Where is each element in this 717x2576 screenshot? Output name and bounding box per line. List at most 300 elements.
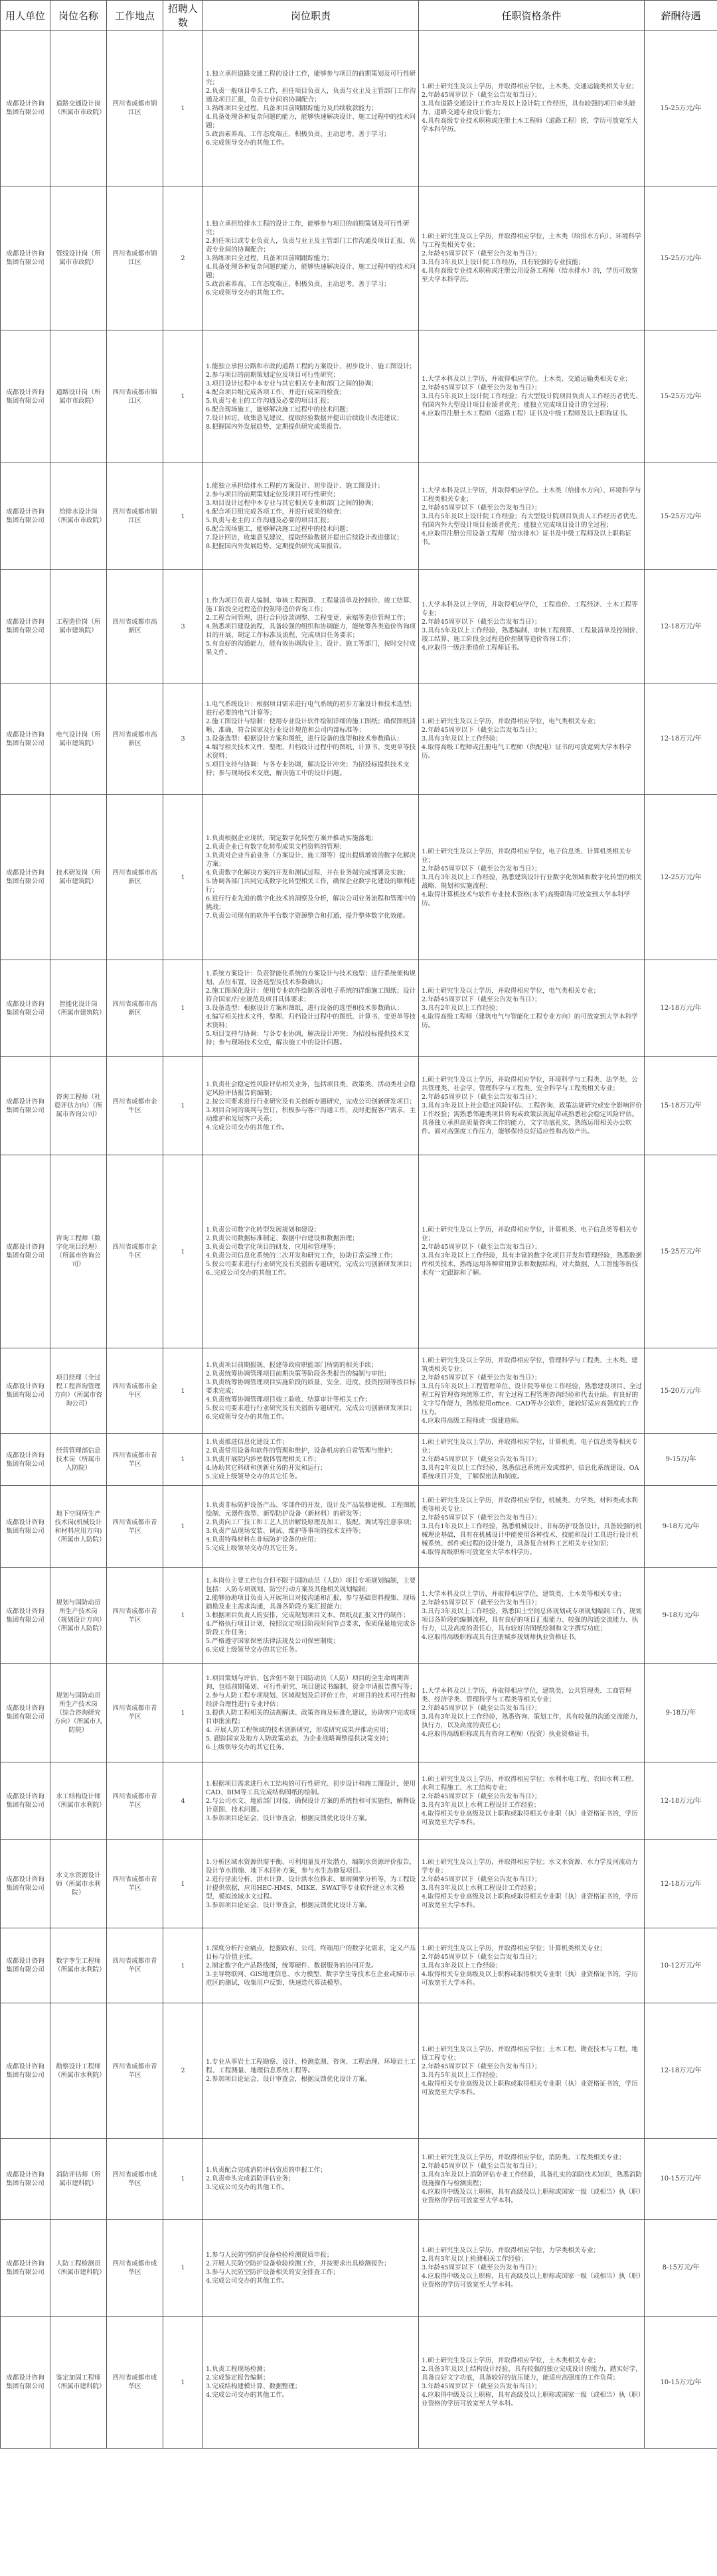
cell-count: 3 xyxy=(163,570,203,683)
cell-salary: 15-25万元/年 xyxy=(645,1155,717,1348)
cell-duties xyxy=(203,1762,419,1840)
cell-unit: 成都设计咨询集团有限公司 xyxy=(1,31,50,186)
duty-item: 2.制定数字化产品路线图，统筹硬件、数据服务的协同开发。 xyxy=(206,1962,378,1969)
duty-item: 5.政治素养高、工作态度端正、积极负责、主动思考，善于学习； xyxy=(206,280,390,288)
requirement-item: 2.年龄45周岁以下（截至公告发布当日）； xyxy=(422,384,541,392)
duty-item: 3.完成公司交办的其他工作。 xyxy=(206,2184,289,2191)
requirement-item: 2.年龄45周岁以下（截至公告发布当日）； xyxy=(422,1244,541,1251)
duty-item: 3.根据项目负责人的安排，完成规划项目文本、图纸及汇报文件的制作； xyxy=(206,1612,410,1619)
cell-salary: 9-18万元/年 xyxy=(645,1486,717,1568)
duty-item: 5.项目支持与协调：与各专业协调，解决设计冲突；为招投标提供技术支持；参与现场技术交底，解决施工中的设计问题。 xyxy=(206,761,410,777)
requirement-item: 3.具有1年及以上工作经验，熟悉机械设计、非标防护设备设计，具备较强的机械理论基础，具有在机械设计中能使用各种技术、技能和设计工具进行设计机械系统、部件或过程的设计能力，具备复合材料工艺相关专业知识； xyxy=(422,1523,642,1547)
cell-count: 1 xyxy=(163,2139,203,2220)
requirement-item: 4.应取得中级及以上职称，具有高级及以上职称或国家一级（或相当）执（职）业资格的学历可放宽至大学本科。 xyxy=(422,2392,641,2407)
cell-location: 四川省成都市高新区 xyxy=(107,683,163,795)
requirement-item: 1.硕士研究生及以上学历，并取得相应学位，管理科学与工程类、土木类、建筑类相关专业； xyxy=(422,1357,638,1373)
cell-duties xyxy=(203,330,419,463)
cell-count: 1 xyxy=(163,1928,203,2003)
cell-duties xyxy=(203,1928,419,2003)
requirement-item: 1.硕士研究生及以上学历，并取得相应学位，电子信息类、计算机类相关专业； xyxy=(422,847,632,864)
requirement-item: 1.硕士研究生及以上学历，并取得相应学位；计算机类相关专业； xyxy=(422,1944,606,1952)
duty-item: 1.负责配合完成消防评估资质的申报工作； xyxy=(206,2167,327,2174)
table-row xyxy=(1,1840,717,1928)
cell-position: 咨询工程师（社稳评估方向）（所属市咨询公司） xyxy=(50,1057,107,1155)
duty-item: 3.负责产品现场安装、调试、维护等事项的技术支持等； xyxy=(206,1527,365,1535)
requirement-item: 3.具有2年及以上工作经验； xyxy=(422,1005,502,1012)
cell-salary: 12-18万元/年 xyxy=(645,2003,717,2139)
duty-item: 6.配合现场施工，能够解决施工过程中的技术问题； xyxy=(206,526,353,533)
cell-requirements xyxy=(419,1568,645,1664)
table-row xyxy=(1,960,717,1057)
duty-item: 3.提供人防工程相关的法规解读、政策咨询及标准化建议，协助客户完成项目审批流程； xyxy=(206,1709,416,1725)
requirement-item: 4.具有高级专业技术职称或注册公用设备工程师（给水排水）的，学历可放宽至大学本科学历。 xyxy=(422,267,638,283)
cell-position: 给排水设计岗（所属市市政院） xyxy=(50,463,107,570)
requirement-item: 2.年龄45周岁以下（截至公告发布当日）； xyxy=(422,996,541,1003)
requirement-item: 4.应取得中级及以上职称，具有高级及以上职称或国家一级（或相当）执（职）业资格的学历可放宽至大学本科。 xyxy=(422,2273,641,2289)
duty-item: 1.负责工程现场检测； xyxy=(206,2366,270,2373)
requirement-item: 1.硕士研究生及以上学历，并取得相应学位，土木类相关专业； xyxy=(422,2357,600,2364)
cell-location: 四川省成都市锦江区 xyxy=(107,330,163,463)
table-row xyxy=(1,1348,717,1434)
cell-duties xyxy=(203,1840,419,1928)
requirement-item: 3.具有5年及以上工作经验，熟悉编制、审核工程预算、工程量清单及控制价、竣工结算、施工阶段全过程造价控制等造价咨询工作； xyxy=(422,627,642,643)
cell-unit: 成都设计咨询集团有限公司 xyxy=(1,570,50,683)
duty-item: 5.负责与业主的工作沟通及必要的项目汇报； xyxy=(206,397,333,405)
cell-location: 四川省成都市金牛区 xyxy=(107,1057,163,1155)
header-salary: 薪酬待遇 xyxy=(645,1,717,31)
cell-unit: 成都设计咨询集团有限公司 xyxy=(1,683,50,795)
cell-salary: 9-18万/年 xyxy=(645,1664,717,1762)
table-row xyxy=(1,186,717,330)
cell-count: 1 xyxy=(163,2317,203,2449)
cell-position: 工程造价岗（所属市建筑院） xyxy=(50,570,107,683)
duty-item: 1.本岗位主要工作包含但不限于国防动员（人防）项目专项规划编制，主要包括：人防专项规划、防空行动方案及其他相关规划编制； xyxy=(206,1577,416,1593)
requirement-item: 1.硕士研究生及以上学历，并取得相应学位，电气类相关专业； xyxy=(422,987,600,995)
requirement-item: 2.年龄45周岁以下（截至公告发布当日）； xyxy=(422,92,541,99)
cell-position: 消防评估师（所属市建科院） xyxy=(50,2139,107,2220)
duty-item: 3.主导物联网、GIS地理信息、水力模型、数字孪生等技术在企业或城市示范区的测试，收集用户反馈，快速迭代算法模型。 xyxy=(206,1970,415,1987)
requirement-item: 3.具有3年及以上工作经验，具有丰富的数字化项目开发和管理经验，熟悉数据库相关技术，熟练运用各种常用算法和数据结构，对大数据、人工智能等新技术有一定跟踪和了解。 xyxy=(422,1252,642,1277)
cell-count: 2 xyxy=(163,2003,203,2139)
requirement-item: 3.具有5年及以上设计院工作经验；有大型设计院项目负责人工作经历者优先、有国内外大型设计项目业绩者优先；能独立完成项目设计的全过程； xyxy=(422,512,642,529)
duty-item: 6.完成领导交办的其他工作。 xyxy=(206,1413,289,1421)
cell-position: 水工结构设计师（所属市水利院） xyxy=(50,1762,107,1840)
cell-position: 智能化设计岗（所属市建筑院） xyxy=(50,960,107,1057)
table-row xyxy=(1,1434,717,1486)
requirement-item: 4.应取得一级注册造价工程师证书。 xyxy=(422,644,524,652)
cell-requirements xyxy=(419,463,645,570)
duty-item: 5.按公司要求进行行业研究及有关创新专题研究，完成公司创新研发项目； xyxy=(206,1404,416,1412)
cell-count: 1 xyxy=(163,1434,203,1486)
cell-count: 1 xyxy=(163,330,203,463)
duty-item: 7.负责公司现有的软件平台数字资源整合和打通，提升整体数字化效能。 xyxy=(206,912,410,920)
table-row xyxy=(1,1928,717,2003)
cell-duties xyxy=(203,2139,419,2220)
cell-count: 1 xyxy=(163,1840,203,1928)
table-row xyxy=(1,2317,717,2449)
cell-count: 1 xyxy=(163,1348,203,1434)
cell-unit: 成都设计咨询集团有限公司 xyxy=(1,186,50,330)
duty-item: 3.熟练项目全过程，具备项目前期跟踪能力及后续收款能力； xyxy=(206,104,378,112)
cell-location: 四川省成都市锦江区 xyxy=(107,31,163,186)
cell-requirements xyxy=(419,683,645,795)
duty-item: 5.严格遵守国家保密法律法规及公司保密制度； xyxy=(206,1638,340,1645)
requirement-item: 4.应取得注册土木工程师（道路工程）证书及中级工程师及以上职称证书。 xyxy=(422,410,632,417)
requirement-item: 2.年龄45周岁以下（截至公告发布当日）； xyxy=(422,1374,541,1382)
cell-unit: 成都设计咨询集团有限公司 xyxy=(1,1664,50,1762)
duty-item: 2.能够协助项目负责人开展项目对接沟通和汇报，参与基础资料搜集、现场踏勘及业主需求沟通，具备各阶段方案汇报能力； xyxy=(206,1595,416,1610)
duty-item: 3.负责对企业当前业务（方案设计、施工图等）提出提质增效的数字化解决方案； xyxy=(206,852,416,868)
requirement-item: 4.取得计算机技术与软件专业技术资格(水平)高级职称可放宽到大学本科学历。 xyxy=(422,891,631,907)
cell-position: 项目经理（全过程工程咨询管理方向）（所属市咨询公司） xyxy=(50,1348,107,1434)
cell-count: 1 xyxy=(163,960,203,1057)
cell-count: 1 xyxy=(163,1568,203,1664)
requirement-item: 3.具有3年及以上设计院工作经历，具有较强的专业技能； xyxy=(422,259,585,266)
requirement-item: 1.大学本科及以上学历，并取得相应学位，建筑类、公共管理类、工商管理类、经济学类、管理科学与工程类等相关专业； xyxy=(422,1687,632,1703)
duty-item: 6.完成领导交办的其他工作。 xyxy=(206,139,289,147)
cell-duties xyxy=(203,1348,419,1434)
duty-item: 8.把握国内外发展趋势，定期提供研究成果报告。 xyxy=(206,543,346,550)
duty-item: 2.负责统筹协调管理项目前期决策等阶段各类报告的编制与审批； xyxy=(206,1370,390,1378)
cell-location: 四川省成都市高新区 xyxy=(107,795,163,960)
cell-location: 四川省成都市成华区 xyxy=(107,2317,163,2449)
requirement-item: 4.具有高级专业技术职称或注册土木工程师（道路工程）的，学历可放宽至大学本科学历。 xyxy=(422,117,638,133)
requirement-item: 3.具有3年及以上工作经验，熟悉国土空间总体规划或专项规划编制工作、规划项目各阶段的编制流程，具有良好的项目汇报能力、较强的沟通交流能力、执行力，以及高度的责任心，具有较好的图纸绘制和文字撰写功底； xyxy=(422,1607,642,1632)
requirement-item: 4.取得相关专业高级及以上职称或取得相关专业职（执）业资格证书的，学历可放宽至大学本科。 xyxy=(422,1970,638,1987)
duty-item: 2.负责牵头完成消防评估业务； xyxy=(206,2175,295,2182)
duty-item: 2.参与项目的前期策划定位及项目可行性研究； xyxy=(206,371,340,379)
duty-item: 7.设计回访，收集意见建议，提取经验数据并提出后续设计改进建议； xyxy=(206,414,403,422)
cell-duties xyxy=(203,795,419,960)
requirement-item: 3.具有3年及以上水利工程设计工作经验； xyxy=(422,1885,540,1892)
cell-count: 1 xyxy=(163,1057,203,1155)
duty-item: 2.负责常用设备和软件的管理和维护，设备机房的日常管理与维护； xyxy=(206,1447,397,1455)
table-row xyxy=(1,2139,717,2220)
requirement-item: 4.应取得高级工程师或一级建造师。 xyxy=(422,1417,524,1425)
requirement-item: 1.硕士研究生及以上学历，并取得相应学位；水利水电工程、农田水利工程、水利工程施工、水工结构专业； xyxy=(422,1776,638,1792)
cell-location: 四川省成都市青羊区 xyxy=(107,1568,163,1664)
requirement-item: 3.年龄45周岁以下（截至公告发布当日）； xyxy=(422,2264,541,2271)
duty-item: 6.完成领导交办的其他工作。 xyxy=(206,289,289,297)
requirement-item: 3.具有道路交通设计工作3年及以上设计院工作经历，具有较强的项目牵头能力、道路交通专业设计能力； xyxy=(422,100,636,116)
duty-item: 2.负责企业已有数字化转型成果文档资料的管理； xyxy=(206,843,346,851)
cell-position: 规划与国防动员所生产技术岗（规划设计方向）（所属市人防院） xyxy=(50,1568,107,1664)
cell-location: 四川省成都市青羊区 xyxy=(107,1928,163,2003)
cell-count: 1 xyxy=(163,1155,203,1348)
duty-item: 1.深度分析行业痛点，挖掘政府、公司、终端用户的数字化需求，定义产品目标与价值主张。 xyxy=(206,1944,416,1961)
duty-item: 3.负责开展院内涉密载体管理相关工作； xyxy=(206,1456,321,1463)
requirement-item: 2.年龄45周岁以下（截至公告发布当日）； xyxy=(422,504,541,512)
cell-count: 1 xyxy=(163,2220,203,2317)
requirement-item: 2.年龄45周岁以下（截至公告发布当日）； xyxy=(422,1094,541,1101)
cell-requirements xyxy=(419,1057,645,1155)
duty-item: 4.负责统筹协调管理项目竣工验收、结算审计等相关工作； xyxy=(206,1395,371,1403)
table-row xyxy=(1,1057,717,1155)
requirement-item: 4.取得相关专业高级及以上职称或取得相关专业职（执）业资格证书的，学历可放宽至大学本科。 xyxy=(422,1893,638,1909)
duty-item: 2.参加项目论证会、设计审查会，根据反馈优化设计方案。 xyxy=(206,2076,371,2083)
cell-salary: 15-25万元/年 xyxy=(645,330,717,463)
duty-item: 3.参与人民防空防护设备相关的安全排查工作； xyxy=(206,2268,340,2276)
duty-item: 1.作为项目负责人编制、审核工程预算、工程量清单及控制价、竣工结算、施工阶段全过程造价控制等造价咨询工作； xyxy=(206,597,416,613)
duty-item: 4.负责特殊材料在非标防护设备的应用； xyxy=(206,1536,321,1543)
duty-item: 2.完成鉴定报告编制； xyxy=(206,2374,270,2382)
cell-duties xyxy=(203,1568,419,1664)
cell-location: 四川省成都市高新区 xyxy=(107,960,163,1057)
duty-item: 2.开展人民防空防护设备检验检测工作，并按要求出具检测报告； xyxy=(206,2259,390,2267)
requirement-item: 1.硕士研究生及以上学历，并取得相应学位，计算机类、电子信息类等相关专业； xyxy=(422,1226,638,1242)
cell-location: 四川省成都市青羊区 xyxy=(107,2003,163,2139)
requirement-item: 2.年龄45周岁以下（截至公告发布当日）； xyxy=(422,727,541,734)
cell-duties xyxy=(203,186,419,330)
cell-count: 2 xyxy=(163,186,203,330)
duty-item: 1.负责推进信息化建设工作； xyxy=(206,1439,289,1446)
duty-item: 4.协助其它科研和创新业务的开发和运行； xyxy=(206,1465,327,1472)
requirement-item: 4.应取得中级及以上职称，具有高级及以上职称或国家一级（或相当）执（职）业资格的学历可放宽至大学本科。 xyxy=(422,2188,641,2204)
table-row xyxy=(1,2003,717,2139)
cell-unit: 成都设计咨询集团有限公司 xyxy=(1,463,50,570)
cell-unit: 成都设计咨询集团有限公司 xyxy=(1,2220,50,2317)
duty-item: 2.按公司要求进行行业研究及有关创新专题研究，完成公司创新研发项目； xyxy=(206,1098,416,1106)
cell-requirements xyxy=(419,1348,645,1434)
duty-item: 2.与公司水文、地质部门对接，确保设计方案的系统性和可实施性，解释设计意图、技术问题。 xyxy=(206,1797,416,1814)
requirement-item: 2.年龄45周岁以下（截至公告发布当日）； xyxy=(422,2162,541,2170)
duty-item: 2.负责一般项目牵头工作，担任项目负责人，负责与业主及主管部门工作沟通及项目汇报，负责专业间的协调配合； xyxy=(206,87,416,104)
duty-item: 4.具备处理各种复杂问题的能力，能够快速解决设计、施工过程中的技术问题； xyxy=(206,263,416,279)
cell-requirements xyxy=(419,2220,645,2317)
duty-item: 1.负责项目前期报规、报建等政府职能部门所需的相关手续； xyxy=(206,1361,378,1369)
duty-item: 3.项目合同的谈判与签订，积极参与客户沟通工作，及时把握客户需求，主动维护和发展客户关系； xyxy=(206,1106,416,1123)
duty-item: 2.参与项目的前期策划定位及项目可行性研究； xyxy=(206,491,340,498)
cell-location: 四川省成都市成华区 xyxy=(107,2220,163,2317)
requirement-item: 2.年龄45周岁以下（截至公告发布当日）； xyxy=(422,2062,541,2070)
cell-requirements xyxy=(419,330,645,463)
cell-location: 四川省成都市青羊区 xyxy=(107,1762,163,1840)
duty-item: 1.能独立承担给排水工程的方案设计、初步设计、施工图设计； xyxy=(206,482,384,490)
duty-item: 2.负责向工厂技工和工艺人员讲解设原理及加工、装配、调试等注意事项； xyxy=(206,1518,416,1526)
requirement-item: 2.年龄45周岁以下（截至公告发布当日）； xyxy=(422,1599,541,1607)
cell-position: 地下空间所生产技术岗(机械设计和材料应用方向)（所属市人防院） xyxy=(50,1486,107,1568)
cell-requirements xyxy=(419,186,645,330)
requirement-item: 3.具有3年及以上工作经验； xyxy=(422,1962,502,1969)
table-row xyxy=(1,1155,717,1348)
duty-item: 5.项目支持与协调：与各专业协调，解决设计冲突；为招投标提供技术支持；参与现场技术交底，解决施工中的设计问题。 xyxy=(206,1031,410,1046)
duty-item: 3.设备选型：根据设计方案和图纸，进行设备的选型和技术参数确认； xyxy=(206,735,403,743)
requirement-item: 2.年龄45周岁以下（截至公告发布当日）； xyxy=(422,1514,541,1522)
requirement-item: 1.大学本科及以上学历，并取得相应学位。土木类、交通运输类相关专业； xyxy=(422,376,632,383)
duty-item: 3.负责公司数字化项目的研发、应用和管理等； xyxy=(206,1244,340,1251)
requirement-item: 2.年龄45周岁以下（截至公告发布当日）； xyxy=(422,618,541,626)
requirement-item: 2.年龄45周岁以下（截至公告发布当日）； xyxy=(422,250,541,257)
duty-item: 1.负责社会稳定性风险评估相关业务，包括项目类、政策类、活动类社会稳定风险评估报告的编制； xyxy=(206,1080,416,1097)
requirement-item: 3.具有3年及以上工作经验，熟悉咨询、策划工作，具有较强的沟通交流能力，执行力，以及高度的责任心； xyxy=(422,1713,642,1729)
duty-item: 2.参与人防工程专项规划、区域规划及后评价工作，对项目的技术可行性和经济合理性进行专业评估； xyxy=(206,1691,416,1708)
duty-item: 4.配合项目组完成各项工作，并进行成果的检查； xyxy=(206,388,346,396)
duty-item: 6.进行行业先进的数字化技术的洞察及分析，解决公司业务流程和管理中的挑战； xyxy=(206,895,416,911)
requirement-item: 1.硕士研究生及以上学历，并取得相应学位；水文水资源、水力学及河流动力学专业； xyxy=(422,1859,638,1875)
cell-duties xyxy=(203,463,419,570)
cell-requirements xyxy=(419,1928,645,2003)
requirement-item: 2.年龄45周岁以下（截至公告发布当日）； xyxy=(422,1705,541,1712)
cell-location: 四川省成都市成华区 xyxy=(107,2139,163,2220)
cell-position: 水文水资源设计师（所属市水利院） xyxy=(50,1840,107,1928)
cell-location: 四川省成都市青羊区 xyxy=(107,1486,163,1568)
table-row xyxy=(1,1664,717,1762)
duty-item: 2.负责公司数据标准制定、数据中台建设和数据治理； xyxy=(206,1235,358,1242)
requirement-item: 2.年龄45周岁以下（截至公告发布当日）； xyxy=(422,865,541,873)
table-row xyxy=(1,1486,717,1568)
duty-item: 6.上级领导交办的其它任务。 xyxy=(206,1743,289,1751)
duty-item: 2.担任项目或专业负责人，负责与业主及主管部门工作沟通及项目汇报，负责专业间的协调配合； xyxy=(206,237,416,253)
duty-item: 6.完成上级领导交办的其它任务。 xyxy=(206,1646,301,1654)
duty-item: 5.完成上级领导交办的其它任务。 xyxy=(206,1544,301,1552)
cell-salary: 15-25万元/年 xyxy=(645,186,717,330)
requirement-item: 2.具有3年及以上检测相关工作经验； xyxy=(422,2255,528,2263)
duty-item: 4.完成公司交办的其他工作。 xyxy=(206,2392,289,2399)
header-requirements: 任职资格条件 xyxy=(419,1,645,31)
duty-item: 5.政治素养高、工作态度端正、积极负责、主动思考，善于学习； xyxy=(206,130,390,138)
requirement-item: 3.具有3年及以上社会稳定风险评估、工程咨询、政策法规研究或安全影响评价工作经验；需熟悉邻避类项目咨询或政策法规起草或熟悉社会稳定风险评估。具备独立承担高质量咨询工作的能力，文字功底扎实，熟练运用相关办公软件。面对高强度工作压力，能够保持良好适应性和高效产出。 xyxy=(422,1102,642,1135)
duty-item: 4.配合项目组完成各项工作，并进行成果的检查； xyxy=(206,508,346,516)
requirement-item: 2.年龄45周岁以下（截至公告发布当日）； xyxy=(422,1876,541,1883)
cell-requirements xyxy=(419,1664,645,1762)
duty-item: 1.分析区域水资源供需平衡、可利用量及开发潜力，编制水资源评价报告，设计节水措施、地下水回补方案，参与水生态修复项目。 xyxy=(206,1859,416,1875)
duty-item: 5.协调各部门共同完成数字化转型相关工作，确保企业数字化建设的顺利进行； xyxy=(206,878,416,894)
requirement-item: 3.具有5年及以上工作经验； xyxy=(422,2071,502,2079)
duty-item: 3.项目设计过程中本专业与其它相关专业和部门之间的协调； xyxy=(206,380,378,388)
cell-location: 四川省成都市金牛区 xyxy=(107,1155,163,1348)
requirement-item: 3.具有3年及以上工作经验； xyxy=(422,735,502,743)
header-unit: 用人单位 xyxy=(1,1,50,31)
cell-salary: 12-18万元/年 xyxy=(645,683,717,795)
duty-item: 4.完成公司交办的其他工作。 xyxy=(206,1123,289,1131)
duty-item: 1.能独立承担公路和市政的道路工程的方案设计、初步设计、施工图设计； xyxy=(206,362,416,370)
table-row xyxy=(1,1568,717,1664)
cell-requirements xyxy=(419,2139,645,2220)
cell-salary: 9-15万/年 xyxy=(645,1434,717,1486)
cell-count: 3 xyxy=(163,683,203,795)
duty-item: 1.负责根据企业现状，制定数字化转型方案并推动实施落地； xyxy=(206,835,378,842)
duty-item: 5.有良好的沟通能力，能有效协调沟业主、设计、施工等部门，按时交付成果文件。 xyxy=(206,640,416,656)
requirement-item: 2.年龄45周岁以下（截至公告发布当日）； xyxy=(422,1793,541,1800)
cell-salary: 8-15万元/年 xyxy=(645,2220,717,2317)
cell-duties xyxy=(203,31,419,186)
requirement-item: 4.取得高级职称可放宽至大学本科学历。 xyxy=(422,1549,536,1556)
cell-count: 1 xyxy=(163,31,203,186)
cell-unit: 成都设计咨询集团有限公司 xyxy=(1,1568,50,1664)
cell-position: 勘察设计工程师（所属市水利院） xyxy=(50,2003,107,2139)
requirement-item: 3.具有3年及以上水利工程设计工作经验； xyxy=(422,1802,540,1809)
cell-position: 管线设计岗（所属市市政院） xyxy=(50,186,107,330)
cell-unit: 成都设计咨询集团有限公司 xyxy=(1,960,50,1057)
cell-location: 四川省成都市金牛区 xyxy=(107,1348,163,1434)
duty-item: 4.完成公司交办的其他工作。 xyxy=(206,2277,289,2285)
duty-item: 4.负责数字化解决方案的开发和测试过程，并在业务端完成部署及实施； xyxy=(206,869,410,877)
table-row xyxy=(1,795,717,960)
requirement-item: 1.大学本科及以上学历，并取得相应学位。土木类（给排水方向）、环境科学与工程类相关专业； xyxy=(422,486,641,503)
requirement-item: 3.年龄45周岁以下（截至公告发布当日）； xyxy=(422,2383,541,2390)
cell-duties xyxy=(203,960,419,1057)
table-header-row xyxy=(1,1,717,31)
requirement-item: 3.具有3年及以上消防评估专业工作经验，具备扎实的消防技术知识，熟悉消防设施操作与检测流程； xyxy=(422,2171,642,2187)
cell-duties xyxy=(203,1664,419,1762)
header-location: 工作地点 xyxy=(107,1,163,31)
table-row xyxy=(1,1762,717,1840)
cell-position: 数字孪生工程师（所属市水利院） xyxy=(50,1928,107,2003)
cell-unit: 成都设计咨询集团有限公司 xyxy=(1,1057,50,1155)
duty-item: 1.负责公司数字化转型发展规划和建设； xyxy=(206,1226,321,1234)
cell-salary: 12-18万元/年 xyxy=(645,960,717,1057)
cell-salary: 12-25万元/年 xyxy=(645,795,717,960)
duty-item: 2.工程合同管理，进行合同价款调整、工程变更、索赔等造价管理工作； xyxy=(206,614,410,622)
cell-position: 电气设计岗（所属市建筑院） xyxy=(50,683,107,795)
cell-salary: 9-18万元/年 xyxy=(645,1568,717,1664)
cell-salary: 15-25万元/年 xyxy=(645,31,717,186)
requirement-item: 1.硕士研究生及以上学历，并取得相应学位，土木类、交通运输类相关专业； xyxy=(422,83,638,90)
cell-unit: 成都设计咨询集团有限公司 xyxy=(1,1155,50,1348)
cell-salary: 12-18万元/年 xyxy=(645,1762,717,1840)
table-row xyxy=(1,570,717,683)
cell-count: 1 xyxy=(163,1664,203,1762)
duty-item: 3.熟练项目全过程，具备项目前期跟踪能力； xyxy=(206,254,333,262)
header-count: 招聘人数 xyxy=(163,1,203,31)
table-row xyxy=(1,463,717,570)
requirement-item: 4.取得相关专业高级及以上职称或取得相关专业职（执）业资格证书的，学历可放宽至大学本科。 xyxy=(422,2080,638,2096)
duty-item: 8.把握国内外发展趋势，定期提供研究成果报告。 xyxy=(206,423,346,431)
header-position: 岗位名称 xyxy=(50,1,107,31)
requirement-item: 4.取得相关专业高级及以上职称或取得相关专业职（执）业资格证书的，学历可放宽至大学本科。 xyxy=(422,1810,638,1826)
requirement-item: 1.硕士研究生及以上学历，并取得相应学位，力学类相关专业； xyxy=(422,2247,600,2254)
cell-count: 1 xyxy=(163,795,203,960)
duty-item: 3.负责统筹协调管理项目实施阶段的质量、安全、进度、投资控制等按目标要求完成； xyxy=(206,1378,416,1395)
cell-count: 1 xyxy=(163,1486,203,1568)
requirement-item: 1.大学本科及以上学历，并取得相应学位，建筑类、土木类等相关专业； xyxy=(422,1590,625,1598)
duty-item: 5.按公司要求进行行业研究及有关创新专题研究，完成公司创新研发项目； xyxy=(206,1261,416,1268)
table-row xyxy=(1,683,717,795)
duty-item: 3.参加项目论证会、设计审查会，根据反馈优化设计方案。 xyxy=(206,1902,371,1909)
cell-location: 四川省成都市锦江区 xyxy=(107,463,163,570)
duty-item: 5. 跟踪国家及地方人防政策动态，为企业战略调整提供决策支持； xyxy=(206,1735,392,1743)
cell-unit: 成都设计咨询集团有限公司 xyxy=(1,2003,50,2139)
duty-item: 1.独立承担道路交通工程的设计工作，能够参与项目的前期策划及可行性研究； xyxy=(206,70,416,86)
duty-item: 2.施工图深化设计：使用专业软件绘制各弱电子系统的详细施工图纸；设计符合国家/行业规范及项目具体要求； xyxy=(206,987,416,1003)
cell-duties xyxy=(203,1155,419,1348)
requirement-item: 4.应取得高级职称或具有注册城乡规划师执业资格证书。 xyxy=(422,1633,581,1641)
cell-unit: 成都设计咨询集团有限公司 xyxy=(1,1486,50,1568)
cell-requirements xyxy=(419,570,645,683)
cell-salary: 10-12万元/年 xyxy=(645,1928,717,2003)
cell-position: 人防工程检测员（所属市建科院） xyxy=(50,2220,107,2317)
duty-item: 1.根据项目需求进行水工结构的可行性研究、初步设计和施工图设计，使用CAD、BIM等工具完成结构图纸的绘制。 xyxy=(206,1780,416,1796)
cell-position: 经营管理部信息技术岗（所属市人防院） xyxy=(50,1434,107,1486)
cell-duties xyxy=(203,1434,419,1486)
requirement-item: 1.硕士研究生及以上学历，并取得相应学位，计算机类、电子信息类等相关专业； xyxy=(422,1439,638,1455)
cell-duties xyxy=(203,2220,419,2317)
header-duties: 岗位职责 xyxy=(203,1,419,31)
requirement-item: 1.大学本科及以上学历，并取得相应学位，工程造价、工程经济、土木工程等专业； xyxy=(422,601,638,617)
cell-position: 道路交通设计岗（所属市市政院） xyxy=(50,31,107,186)
cell-position: 技术研发岗（所属市建筑院） xyxy=(50,795,107,960)
cell-duties xyxy=(203,2317,419,2449)
requirement-item: 3.具有5年及以上工程管理单位、设计院等单位工作经验，熟悉建设项目、全过程工程管理咨询统筹工作，有全过程工程管理咨询经验和代表业绩。有良好的文字写作能力，熟练使用office、CAD等办公软件，能较好适应高强度的工作压力。 xyxy=(422,1383,642,1416)
cell-requirements xyxy=(419,31,645,186)
cell-unit: 成都设计咨询集团有限公司 xyxy=(1,1434,50,1486)
cell-duties xyxy=(203,683,419,795)
duty-item: 2.施工图设计与绘制：使用专业设计软件绘制详细的施工图纸；确保图纸清晰、准确、符合国家及行业设计规范和公司内部标准等； xyxy=(206,718,416,734)
duty-item: 7.设计回访，收集意见建议，提取经验数据并提出后续设计改进建议； xyxy=(206,534,403,541)
duty-item: 5.负责与业主的工作沟通及必要的项目汇报； xyxy=(206,517,333,524)
requirement-item: 2.年龄45周岁以下（截至公告发布当日）； xyxy=(422,1456,541,1463)
duty-item: 4.编写相关技术文件，整理、归档设计过程中的图纸、计算书、变更单等技术资料； xyxy=(206,1013,416,1029)
